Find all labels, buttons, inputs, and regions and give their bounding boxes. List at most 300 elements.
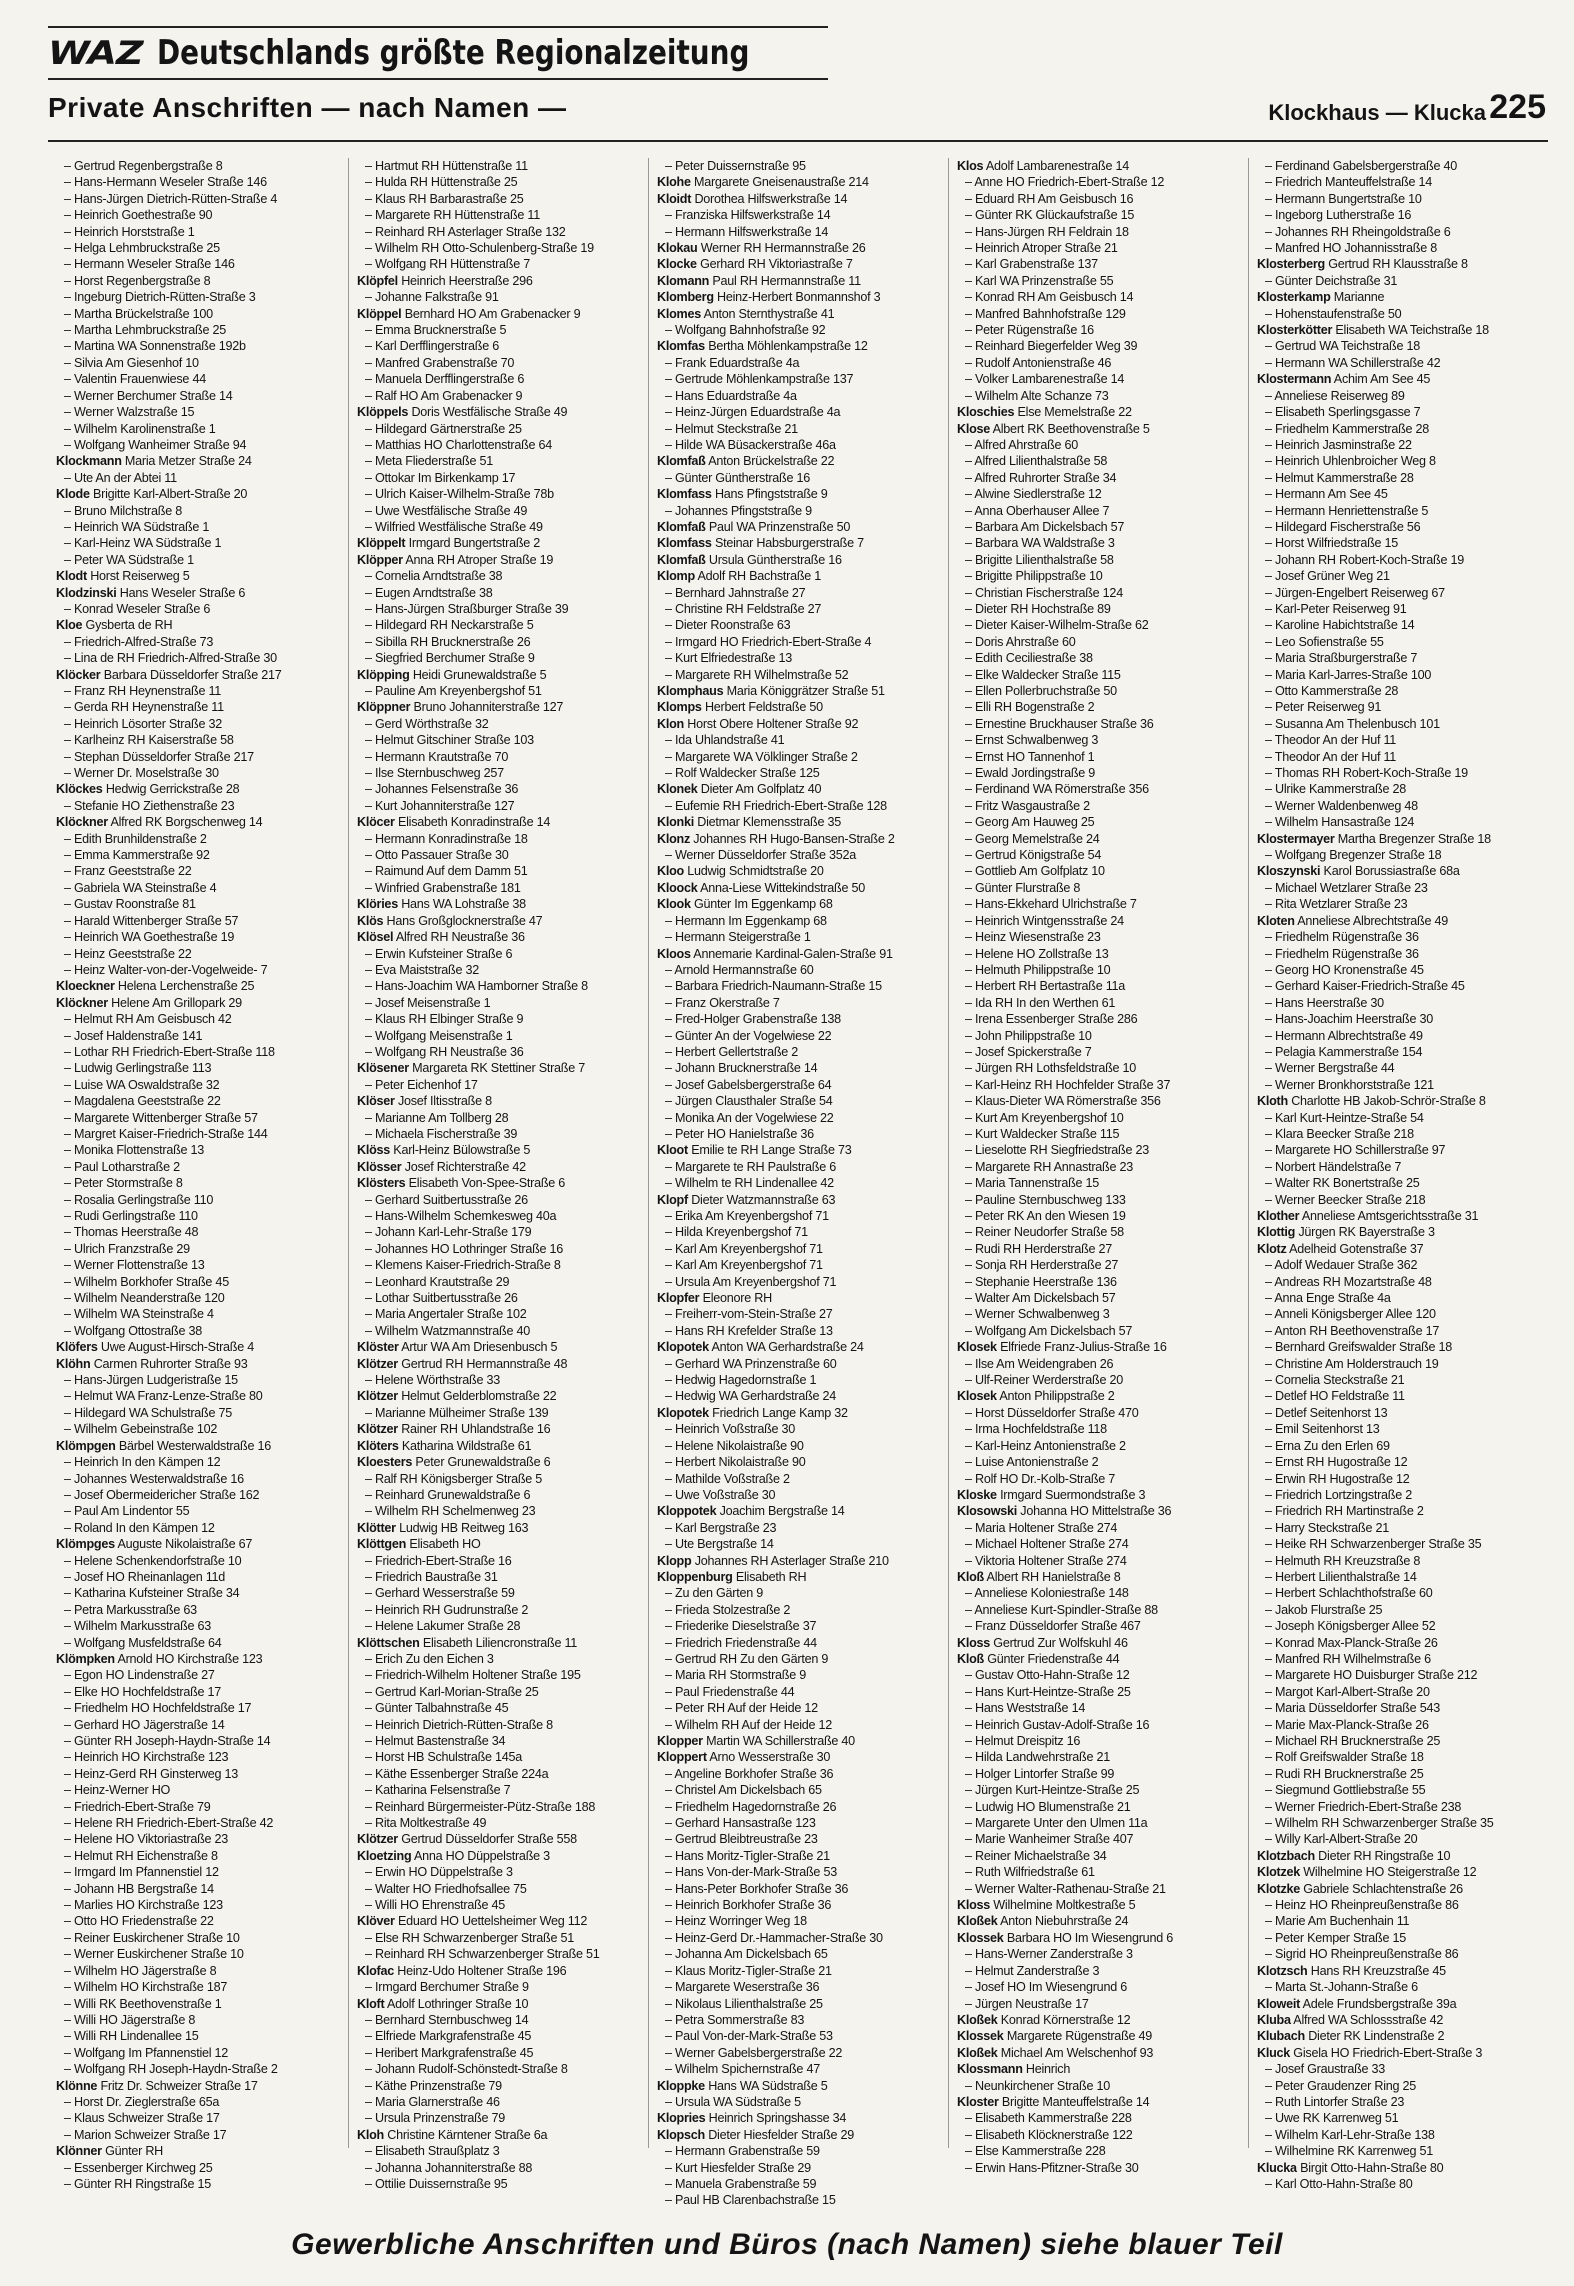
directory-entry [957, 1536, 1248, 1552]
directory-entry [56, 1306, 348, 1322]
entry-details: Karol Borussiastraße 68a [1323, 864, 1460, 879]
entry-details: Helena Lerchenstraße 25 [117, 979, 255, 994]
directory-entry [357, 978, 648, 994]
entry-details: Joachim Bergstraße 14 [719, 1504, 845, 1519]
directory-entry [957, 470, 1248, 486]
entry-details: Ferdinand WA Römerstraße 356 [975, 782, 1149, 797]
entry-details: Wilhelm RH Auf der Heide 12 [675, 1717, 833, 1732]
directory-entry [1257, 1290, 1548, 1306]
directory-entry [56, 1700, 348, 1716]
directory-entry [357, 1011, 648, 1027]
entry-surname: Klöckes [56, 782, 103, 797]
directory-entry [657, 2078, 948, 2094]
directory-entry [56, 207, 348, 223]
directory-entry [957, 1356, 1248, 1372]
entry-details: Anna HO Düppelstraße 3 [413, 1848, 550, 1863]
entry-details: Hartmut RH Hüttenstraße 11 [375, 159, 528, 173]
entry-details: Ewald Jordingstraße 9 [975, 766, 1096, 781]
directory-entry [957, 240, 1248, 256]
directory-entry [957, 1618, 1248, 1634]
directory-entry [657, 1979, 948, 1995]
directory-entry [56, 158, 348, 174]
directory-entry [357, 486, 648, 502]
directory-entry [357, 634, 648, 650]
directory-entry [357, 683, 648, 699]
directory-entry [657, 289, 948, 305]
entry-details: Anneli Königsberger Allee 120 [1274, 1307, 1436, 1322]
entry-details: Johannes RH Asterlager Straße 210 [694, 1553, 889, 1568]
directory-entry [357, 814, 648, 830]
entry-surname: Kluba [1257, 2012, 1291, 2027]
directory-entry [357, 322, 648, 338]
entry-details: Uwe Westfälische Straße 49 [375, 503, 528, 518]
directory-entry [1257, 1471, 1548, 1487]
directory-entry [657, 749, 948, 765]
directory-entry [957, 1503, 1248, 1519]
entry-details: Wilhelm WA Steinstraße 4 [74, 1307, 214, 1322]
entry-details: Karl-Heinz WA Südstraße 1 [74, 536, 222, 551]
entry-details: Franz Okerstraße 7 [675, 995, 780, 1010]
directory-entry [56, 453, 348, 469]
directory-entry [657, 2012, 948, 2028]
entry-details: Heinrich Uhlenbroicher Weg 8 [1275, 454, 1436, 469]
entry-details: Christine Am Holderstrauch 19 [1275, 1356, 1439, 1371]
directory-entry [357, 699, 648, 715]
entry-details: Eleonore RH [702, 1291, 772, 1306]
entry-details: Heinrich In den Kämpen 12 [74, 1455, 221, 1470]
directory-entry [56, 650, 348, 666]
directory-entry [1257, 863, 1548, 879]
directory-entry [56, 1864, 348, 1880]
entry-details: Brigitte Manteuffelstraße 14 [1001, 2094, 1150, 2109]
directory-entry [957, 1323, 1248, 1339]
entry-details: Horst Reiserweg 5 [90, 569, 190, 584]
directory-entry [357, 650, 648, 666]
directory-entry [56, 749, 348, 765]
directory-entry [657, 519, 948, 535]
entry-details: Margarete RH Hüttenstraße 11 [375, 208, 540, 223]
entry-surname: Kloo [657, 864, 684, 879]
directory-entry [657, 1306, 948, 1322]
directory-entry [957, 1224, 1248, 1240]
directory-entry [357, 1717, 648, 1733]
directory-entry [657, 1011, 948, 1027]
directory-entry [56, 289, 348, 305]
directory-entry [56, 1356, 348, 1372]
directory-entry [957, 2061, 1248, 2077]
entry-surname: Klosterkamp [1257, 290, 1331, 305]
entry-details: Helga Lehmbruckstraße 25 [74, 241, 220, 256]
directory-entry [56, 1520, 348, 1536]
entry-details: Ruth Wilfriedstraße 61 [975, 1865, 1095, 1880]
directory-entry [357, 2078, 648, 2094]
directory-entry [1257, 388, 1548, 404]
directory-entry [56, 1405, 348, 1421]
entry-details: Ulrich Kaiser-Wilhelm-Straße 78b [375, 487, 554, 502]
directory-entry [1257, 1913, 1548, 1929]
entry-details: Wilhelm Alte Schanze 73 [975, 388, 1109, 403]
entry-details: Willi RH Lindenallee 15 [74, 2029, 199, 2044]
entry-details: Petra Markusstraße 63 [74, 1602, 197, 1617]
directory-entry [957, 1881, 1248, 1897]
entry-details: Günter Flurstraße 8 [975, 880, 1081, 895]
entry-details: Elli RH Bogenstraße 2 [975, 700, 1095, 715]
entry-details: Helmut WA Franz-Lenze-Straße 80 [74, 1389, 263, 1404]
entry-details: Werner Waldenbenweg 48 [1275, 798, 1418, 813]
directory-entry [357, 732, 648, 748]
entry-details: Friedrich Baustraße 31 [375, 1569, 498, 1584]
entry-details: Hermann Steigerstraße 1 [675, 930, 811, 945]
entry-details: Heinz-Gerd Dr.-Hammacher-Straße 30 [675, 1930, 883, 1945]
entry-details: Hermann Konradinstraße 18 [375, 831, 528, 846]
entry-details: Auguste Nikolaistraße 67 [117, 1537, 253, 1552]
entry-details: Uwe RK Karrenweg 51 [1275, 2111, 1399, 2126]
entry-details: Eugen Arndtstraße 38 [375, 585, 493, 600]
entry-details: Herbert Nikolaistraße 90 [675, 1455, 806, 1470]
directory-entry [657, 1864, 948, 1880]
entry-details: Ralf RH Königsberger Straße 5 [375, 1471, 543, 1486]
directory-entry [357, 1405, 648, 1421]
entry-details: Heinrich Jasminstraße 22 [1275, 437, 1412, 452]
entry-details: Kurt Waldecker Straße 115 [975, 1126, 1120, 1141]
directory-entry [357, 1290, 648, 1306]
entry-details: Jakob Flurstraße 25 [1275, 1602, 1383, 1617]
entry-details: Anneliese Amtsgerichtsstraße 31 [1301, 1209, 1479, 1223]
entry-details: Matthias HO Charlottenstraße 64 [375, 437, 553, 452]
entry-details: Günter RH Ringstraße 15 [74, 2176, 212, 2191]
entry-details: Margarete te RH Paulstraße 6 [675, 1159, 837, 1174]
directory-entry [657, 388, 948, 404]
entry-details: Günter RK Glückaufstraße 15 [975, 208, 1135, 223]
directory-entry [1257, 256, 1548, 272]
entry-details: Anton WA Gerhardstraße 24 [711, 1340, 864, 1355]
directory-entry [357, 2012, 648, 2028]
entry-surname: Klöpper [357, 552, 403, 567]
entry-details: Wolfgang Meisenstraße 1 [375, 1028, 513, 1043]
entry-details: Pauline Sternbuschweg 133 [975, 1192, 1126, 1207]
entry-details: Heinrich Gustav-Adolf-Straße 16 [975, 1717, 1150, 1732]
entry-details: Karl-Heinz Antonienstraße 2 [975, 1438, 1126, 1453]
entry-details: Reiner Michaelstraße 34 [975, 1848, 1107, 1863]
directory-entry [56, 716, 348, 732]
directory-entry [1257, 814, 1548, 830]
footer-note: Gewerbliche Anschriften und Büros (nach Namen) siehe blauer Teil [291, 2228, 1283, 2261]
entry-details: Uwe August-Hirsch-Straße 4 [100, 1340, 254, 1355]
directory-entry [957, 371, 1248, 387]
directory-entry [657, 1700, 948, 1716]
entry-details: Maria Straßburgerstraße 7 [1275, 651, 1418, 666]
directory-entry [1257, 1503, 1548, 1519]
entry-details: Helmut Gitschiner Straße 103 [375, 733, 534, 748]
entry-details: Jürgen RK Bayerstraße 3 [1298, 1225, 1435, 1240]
directory-entry [56, 1733, 348, 1749]
directory-entry [357, 174, 648, 190]
entry-surname: Klopotek [657, 1405, 709, 1420]
entry-details: Bruno Johanniterstraße 127 [413, 700, 564, 715]
entry-surname: Klomfaß [657, 552, 706, 567]
entry-details: Friedhelm Rügenstraße 36 [1275, 946, 1419, 961]
directory-entry [657, 1126, 948, 1142]
entry-details: Emil Seitenhorst 13 [1275, 1422, 1380, 1437]
directory-entry [357, 1979, 648, 1995]
entry-details: Harry Steckstraße 21 [1275, 1520, 1389, 1535]
entry-surname: Klotzek [1257, 1865, 1301, 1880]
entry-details: Heidi Grunewaldstraße 5 [412, 667, 547, 682]
entry-details: Hans WA Südstraße 5 [708, 2078, 828, 2093]
directory-column-4 [948, 158, 1248, 2175]
entry-details: Gerhard Suitbertusstraße 26 [375, 1192, 528, 1207]
entry-details: Hilda Kreyenbergshof 71 [675, 1225, 808, 1240]
entry-details: Marianne [1333, 290, 1385, 305]
directory-entry [957, 1487, 1248, 1503]
directory-entry [1257, 1339, 1548, 1355]
directory-entry [957, 2012, 1248, 2028]
directory-entry [957, 437, 1248, 453]
directory-entry [56, 1963, 348, 1979]
entry-details: Dieter Hiesfelder Straße 29 [708, 2127, 855, 2142]
entry-details: Heinrich Atroper Straße 21 [975, 241, 1118, 256]
entry-details: Arno Wesserstraße 30 [709, 1750, 831, 1765]
directory-entry [56, 831, 348, 847]
directory-entry [657, 224, 948, 240]
entry-details: Johannes Pfingststraße 9 [675, 503, 812, 518]
directory-entry [957, 355, 1248, 371]
entry-surname: Klösters [357, 1176, 406, 1191]
directory-entry [357, 1126, 648, 1142]
entry-details: Anna Oberhauser Allee 7 [974, 503, 1110, 518]
directory-entry [957, 191, 1248, 207]
entry-surname: Klöppels [357, 405, 409, 420]
directory-entry [56, 1454, 348, 1470]
entry-details: Ursula WA Südstraße 5 [675, 2094, 801, 2109]
entry-details: Werner RH Hermannstraße 26 [700, 241, 866, 256]
entry-details: Manfred HO Johannisstraße 8 [1275, 241, 1437, 256]
newspaper-logo: WAZ [48, 34, 143, 72]
entry-details: Hermann Hilfswerkstraße 14 [675, 224, 829, 239]
entry-details: Marta St.-Johann-Straße 6 [1275, 1980, 1418, 1995]
entry-details: Petra Sommerstraße 83 [675, 2012, 805, 2027]
entry-details: Jürgen Kurt-Heintze-Straße 25 [975, 1783, 1140, 1798]
directory-entry [357, 1569, 648, 1585]
directory-entry [1257, 240, 1548, 256]
entry-details: Joseph Königsberger Allee 52 [1275, 1619, 1436, 1634]
directory-entry [357, 1585, 648, 1601]
entry-details: Ottokar Im Birkenkamp 17 [375, 470, 516, 485]
entry-details: Detlef HO Feldstraße 11 [1275, 1389, 1405, 1404]
directory-entry [957, 1077, 1248, 1093]
directory-entry [1257, 1421, 1548, 1437]
directory-entry [657, 1717, 948, 1733]
directory-entry [56, 2143, 348, 2159]
directory-entry [357, 1733, 648, 1749]
entry-details: Sibilla RH Brucknerstraße 26 [375, 634, 531, 649]
directory-entry [357, 1996, 648, 2012]
entry-details: Hans Weseler Straße 6 [119, 585, 246, 600]
directory-entry [357, 1093, 648, 1109]
entry-details: Ludwig Schmidtstraße 20 [687, 864, 824, 879]
entry-details: Viktoria Holtener Straße 274 [975, 1553, 1127, 1568]
directory-entry [657, 1618, 948, 1634]
entry-details: Gerhard HO Jägerstraße 14 [74, 1717, 225, 1732]
directory-entry [1257, 355, 1548, 371]
entry-details: Christine RH Feldstraße 27 [675, 601, 822, 616]
entry-details: Horst HB Schulstraße 145a [375, 1750, 523, 1765]
entry-details: Wilhelm Spichernstraße 47 [675, 2062, 820, 2077]
directory-entry [1257, 371, 1548, 387]
entry-details: Gerhard RH Viktoriastraße 7 [700, 257, 853, 272]
entry-surname: Klucka [1257, 2160, 1297, 2175]
directory-entry [1257, 1553, 1548, 1569]
directory-entry [1257, 552, 1548, 568]
entry-details: Heinz-Herbert Bonmannshof 3 [717, 290, 881, 305]
directory-entry [957, 2143, 1248, 2159]
directory-entry [56, 1142, 348, 1158]
directory-entry [657, 1405, 948, 1421]
directory-entry [957, 1684, 1248, 1700]
entry-details: Gertrude Möhlenkampstraße 137 [675, 372, 854, 387]
directory-entry [56, 1585, 348, 1601]
directory-entry [657, 1897, 948, 1913]
entry-details: Freiherr-vom-Stein-Straße 27 [675, 1307, 833, 1322]
entry-details: Helene Nikolaistraße 90 [675, 1438, 804, 1453]
directory-entry [357, 207, 648, 223]
directory-entry [56, 1749, 348, 1765]
entry-details: Bertha Möhlenkampstraße 12 [708, 339, 868, 354]
entry-surname: Klokau [657, 241, 698, 256]
entry-details: Edith Ceciliestraße 38 [975, 651, 1093, 666]
entry-details: Michael Holtener Straße 274 [975, 1537, 1129, 1552]
directory-entry [56, 1060, 348, 1076]
entry-details: Heinrich RH Gudrunstraße 2 [375, 1602, 529, 1617]
entry-details: Gysberta de RH [85, 618, 173, 633]
directory-entry [357, 2028, 648, 2044]
entry-details: Helene Schenkendorfstraße 10 [74, 1553, 242, 1568]
directory-entry [357, 224, 648, 240]
entry-details: Anna-Liese Wittekindstraße 50 [700, 880, 866, 895]
directory-entry [357, 749, 648, 765]
entry-details: Johanna HO Mittelstraße 36 [1020, 1504, 1172, 1519]
entry-details: Hohenstaufenstraße 50 [1275, 306, 1402, 321]
entry-details: Heinrich WA Goethestraße 19 [74, 930, 235, 945]
entry-details: Emma Kammerstraße 92 [74, 848, 210, 863]
entry-details: Konrad RH Am Geisbusch 14 [975, 290, 1134, 305]
directory-entry [1257, 503, 1548, 519]
directory-entry [957, 1913, 1248, 1929]
directory-entry [1257, 1717, 1548, 1733]
entry-details: Kurt Am Kreyenbergshof 10 [975, 1110, 1124, 1125]
entry-details: Heike RH Schwarzenberger Straße 35 [1275, 1537, 1482, 1552]
directory-entry [657, 2176, 948, 2192]
directory-entry [357, 240, 648, 256]
entry-details: Erwin Kufsteiner Straße 6 [375, 946, 513, 961]
directory-entry [657, 1963, 948, 1979]
directory-entry [1257, 1848, 1548, 1864]
directory-entry [357, 306, 648, 322]
directory-entry [357, 1963, 648, 1979]
directory-entry [357, 421, 648, 437]
entry-details: Heinrich Lösorter Straße 32 [74, 716, 222, 731]
directory-entry [1257, 568, 1548, 584]
directory-entry [1257, 1274, 1548, 1290]
entry-details: Horst Wilfriedstraße 15 [1275, 536, 1399, 551]
entry-details: Martha Bregenzer Straße 18 [1337, 831, 1491, 846]
entry-surname: Klohe [657, 175, 691, 190]
directory-entry [56, 421, 348, 437]
directory-entry [1257, 1487, 1548, 1503]
directory-entry [1257, 2045, 1548, 2061]
directory-entry [957, 1569, 1248, 1585]
entry-details: Helmuth Philippstraße 10 [975, 962, 1111, 977]
entry-surname: Kloßek [957, 2045, 998, 2060]
directory-entry [357, 1257, 648, 1273]
directory-entry [657, 650, 948, 666]
entry-details: Nikolaus Lilienthalstraße 25 [675, 1996, 823, 2011]
directory-entry [56, 174, 348, 190]
entry-details: Katharina Felsenstraße 7 [375, 1783, 511, 1798]
directory-entry [56, 617, 348, 633]
directory-entry [1257, 338, 1548, 354]
entry-details: Lothar Suitbertusstraße 26 [375, 1291, 518, 1306]
directory-entry [56, 1044, 348, 1060]
directory-entry [957, 880, 1248, 896]
directory-entry [1257, 1208, 1548, 1224]
directory-entry [657, 1290, 948, 1306]
entry-details: Helmut Gelderblomstraße 22 [401, 1389, 557, 1404]
entry-details: Erika Am Kreyenbergshof 71 [675, 1209, 829, 1223]
entry-details: Dieter RK Lindenstraße 2 [1308, 2029, 1445, 2044]
directory-entry [56, 1602, 348, 1618]
directory-entry [1257, 1028, 1548, 1044]
entry-surname: Kloesters [357, 1455, 413, 1470]
entry-details: Käthe Essenberger Straße 224a [375, 1766, 549, 1781]
directory-entry [957, 749, 1248, 765]
directory-entry [657, 1159, 948, 1175]
directory-entry [657, 1749, 948, 1765]
entry-details: Elke HO Hochfeldstraße 17 [74, 1684, 222, 1699]
directory-entry [56, 1766, 348, 1782]
entry-surname: Kluck [1257, 2045, 1291, 2060]
entry-details: Johanna Am Dickelsbach 65 [675, 1947, 828, 1962]
directory-entry [657, 995, 948, 1011]
entry-surname: Klöver [357, 1914, 395, 1929]
directory-entry [56, 1717, 348, 1733]
directory-entry [957, 1749, 1248, 1765]
entry-details: Helmut RH Am Geisbusch 42 [74, 1012, 232, 1027]
entry-details: Ralf HO Am Grabenacker 9 [375, 388, 523, 403]
entry-details: Konrad Max-Planck-Straße 26 [1275, 1635, 1438, 1650]
directory-entry [357, 1799, 648, 1815]
entry-details: Cornelia Steckstraße 21 [1275, 1373, 1405, 1388]
entry-surname: Klopfer [657, 1291, 700, 1306]
directory-entry [957, 1897, 1248, 1913]
entry-details: Luise WA Oswaldstraße 32 [74, 1077, 220, 1092]
entry-details: Werner Bergstraße 44 [1275, 1061, 1395, 1076]
entry-details: Josef Gabelsbergerstraße 64 [675, 1077, 832, 1092]
entry-surname: Kloß [957, 1569, 984, 1584]
directory-entry [957, 1274, 1248, 1290]
directory-entry [56, 699, 348, 715]
directory-entry [957, 1717, 1248, 1733]
entry-details: Josef Graustraße 33 [1275, 2062, 1386, 2077]
entry-details: Peter Stormstraße 8 [74, 1176, 183, 1191]
entry-details: Hans-Werner Zanderstraße 3 [975, 1947, 1133, 1962]
entry-details: Margret Kaiser-Friedrich-Straße 144 [74, 1126, 268, 1141]
directory-entry [56, 1274, 348, 1290]
entry-details: Eufemie RH Friedrich-Ebert-Straße 128 [675, 798, 887, 813]
entry-details: Dietmar Klemensstraße 35 [697, 815, 842, 830]
directory-entry [357, 503, 648, 519]
directory-entry [657, 1667, 948, 1683]
